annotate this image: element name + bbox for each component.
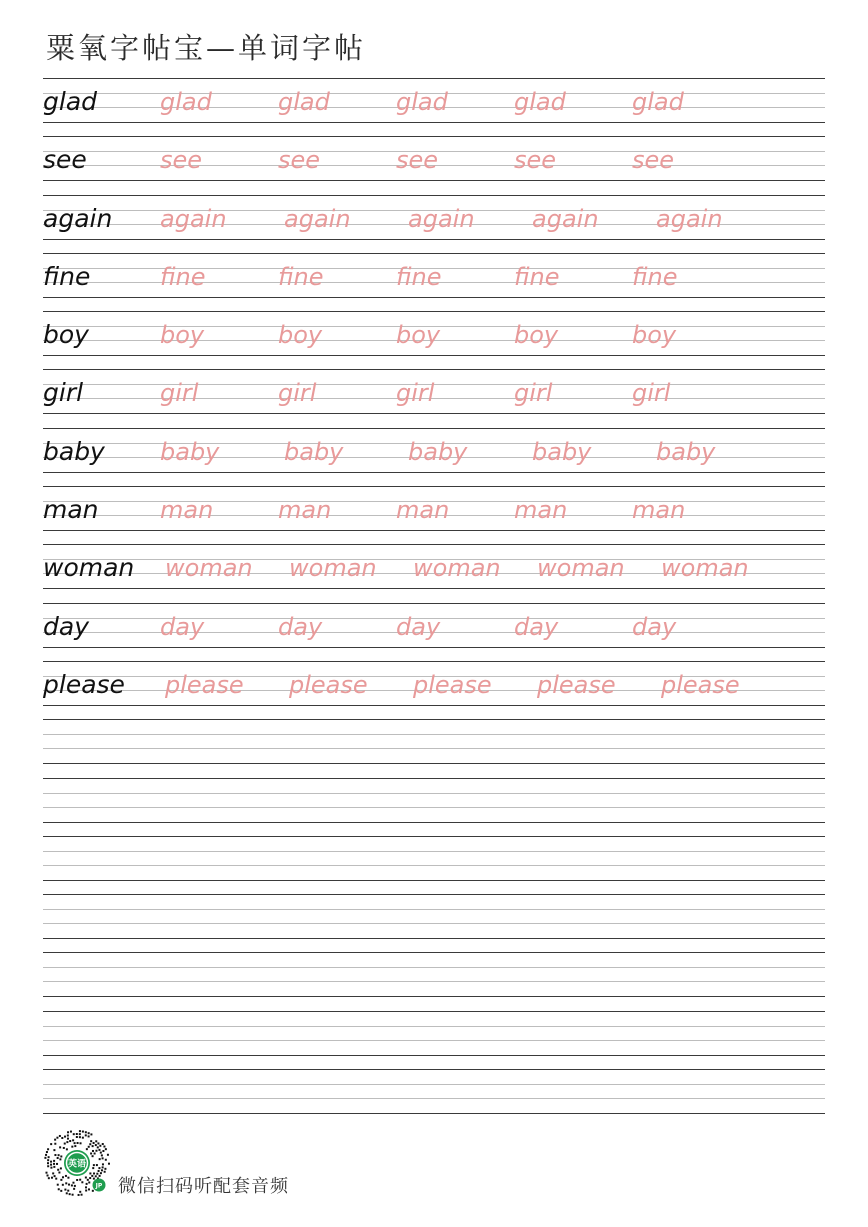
blank-practice-row	[43, 894, 825, 952]
word-row	[43, 78, 825, 136]
word-row	[43, 428, 825, 486]
blank-practice-row	[43, 778, 825, 836]
trace-word: woman	[537, 554, 625, 583]
trace-word: girl	[632, 379, 671, 408]
qr-code-icon[interactable]	[42, 1128, 112, 1198]
trace-word: woman	[289, 554, 377, 583]
trace-word: please	[413, 670, 492, 699]
word-row	[43, 136, 825, 194]
trace-word: boy	[278, 321, 323, 350]
page-title: 粟氧字帖宝—单词字帖	[46, 31, 367, 65]
trace-word: glad	[514, 88, 566, 116]
trace-word: boy	[632, 321, 677, 350]
trace-word: man	[632, 496, 686, 525]
trace-word: see	[396, 146, 439, 175]
trace-word: man	[160, 496, 214, 525]
trace-word: please	[289, 670, 368, 699]
trace-word: girl	[160, 379, 199, 408]
trace-word: girl	[514, 379, 553, 408]
trace-word: day	[396, 612, 441, 641]
footer	[42, 1128, 442, 1198]
trace-word: girl	[278, 379, 317, 408]
blank-practice-row	[43, 836, 825, 894]
trace-word: see	[514, 146, 557, 175]
trace-word: see	[160, 146, 203, 175]
model-word: glad	[43, 87, 98, 116]
trace-word: fine	[396, 262, 442, 291]
qr-corner-label: JP	[95, 1182, 103, 1190]
trace-word: baby	[656, 437, 716, 466]
model-word: woman	[43, 553, 135, 583]
trace-word: baby	[160, 437, 220, 466]
trace-word: fine	[278, 262, 324, 291]
trace-word: woman	[661, 554, 749, 583]
model-word: please	[43, 669, 125, 699]
trace-word: woman	[165, 554, 253, 583]
trace-word: day	[632, 612, 677, 641]
qr-badge-label: 英语	[67, 1159, 87, 1170]
trace-word: baby	[284, 437, 344, 466]
model-word: see	[43, 145, 87, 175]
trace-word: fine	[632, 262, 678, 291]
handwriting-sheet	[43, 78, 825, 1127]
footer-caption: 微信扫码听配套音频	[118, 1176, 289, 1197]
trace-word: again	[408, 204, 475, 233]
word-row	[43, 253, 825, 311]
trace-word: please	[537, 670, 616, 699]
blank-practice-row	[43, 1011, 825, 1069]
model-word: again	[43, 203, 113, 233]
blank-practice-row	[43, 719, 825, 777]
word-row	[43, 369, 825, 427]
word-row	[43, 486, 825, 544]
blank-practice-row	[43, 1069, 825, 1127]
model-word: girl	[43, 378, 84, 408]
model-word: baby	[43, 436, 105, 466]
trace-word: boy	[160, 321, 205, 350]
trace-word: boy	[396, 321, 441, 350]
word-row	[43, 195, 825, 253]
trace-word: glad	[278, 88, 330, 116]
word-row	[43, 603, 825, 661]
trace-word: man	[396, 496, 450, 525]
trace-word: glad	[160, 88, 212, 116]
trace-word: again	[160, 204, 227, 233]
word-row	[43, 311, 825, 369]
trace-word: please	[661, 670, 740, 699]
trace-word: woman	[413, 554, 501, 583]
trace-word: man	[514, 496, 568, 525]
word-row	[43, 544, 825, 602]
trace-word: again	[284, 204, 351, 233]
trace-word: again	[532, 204, 599, 233]
trace-word: day	[514, 612, 559, 641]
trace-word: girl	[396, 379, 435, 408]
trace-word: day	[160, 612, 205, 641]
word-row	[43, 661, 825, 719]
trace-word: boy	[514, 321, 559, 350]
trace-word: see	[632, 146, 675, 175]
trace-word: baby	[408, 437, 468, 466]
trace-word: fine	[514, 262, 560, 291]
model-word: man	[43, 495, 99, 525]
model-word: boy	[43, 320, 89, 350]
trace-word: glad	[632, 88, 684, 116]
trace-word: man	[278, 496, 332, 525]
trace-word: day	[278, 612, 323, 641]
trace-word: again	[656, 204, 723, 233]
blank-practice-row	[43, 952, 825, 1010]
model-word: day	[43, 611, 89, 641]
trace-word: see	[278, 146, 321, 175]
trace-word: glad	[396, 88, 448, 116]
trace-word: please	[165, 670, 244, 699]
trace-word: baby	[532, 437, 592, 466]
trace-word: fine	[160, 262, 206, 291]
model-word: fine	[43, 261, 91, 291]
